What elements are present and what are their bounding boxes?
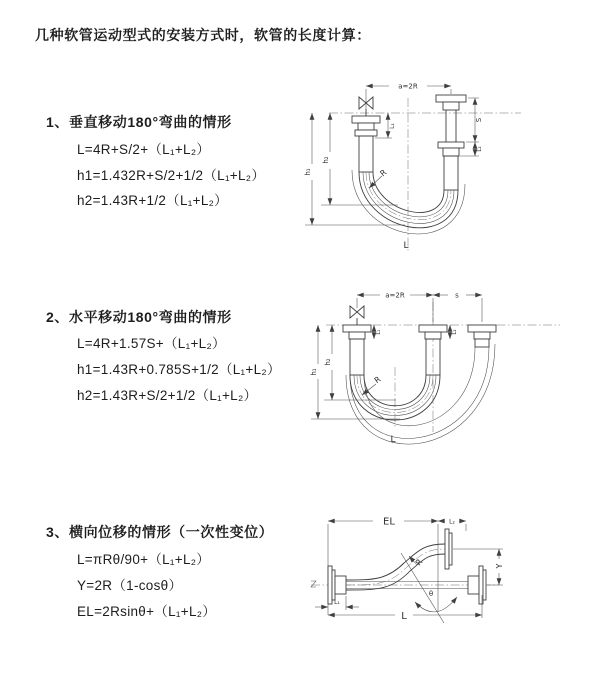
section-3-formula-Y: Y=2R（1-cosθ）	[77, 578, 183, 593]
left-fitting	[343, 325, 371, 375]
dim-label-a2r: a=2R	[385, 291, 405, 300]
dim-a2r	[357, 292, 433, 300]
dim-label-el: EL	[383, 516, 395, 528]
dim-label-l1: L₁	[389, 123, 396, 129]
section-2-formula-h1: h1=1.43R+0.785S+1/2（L₁+L₂）	[77, 362, 281, 377]
dim-radius	[369, 168, 389, 188]
dim-label-h2: h₂	[322, 156, 330, 164]
left-fitting	[352, 116, 380, 172]
dim-label-radius: R	[378, 167, 389, 179]
valve-icon	[350, 306, 364, 325]
section-3-formula-L: L=πRθ/90+（L₁+L₂）	[77, 552, 211, 567]
dim-l1	[315, 596, 359, 610]
section-3-formula-EL: EL=2Rsinθ+（L₁+L₂）	[77, 604, 217, 619]
right-fitting	[436, 95, 466, 190]
diagram-horizontal-180-bend	[308, 282, 595, 448]
dim-label-length: L	[401, 611, 407, 622]
dim-s	[433, 292, 482, 300]
moved-position-fitting	[468, 325, 496, 347]
section-1-formula-h1: h1=1.432R+S/2+1/2（L₁+L₂）	[77, 168, 266, 183]
section-1-formula-h2: h2=1.43R+1/2（L₁+L₂）	[77, 193, 228, 208]
upper-flange	[449, 533, 452, 565]
section-3-heading: 3、横向位移的情形（一次性变位）	[46, 524, 274, 540]
dim-label-s: s	[455, 291, 459, 300]
braided-hose-section	[444, 156, 458, 190]
center-lines	[326, 302, 560, 432]
diagram-lateral-displacement	[303, 503, 595, 645]
section-1-heading: 1、垂直移动180°弯曲的情形	[46, 114, 232, 130]
dim-l1	[374, 325, 382, 339]
dim-label-length: L	[403, 241, 409, 251]
dim-label-radius: R	[372, 374, 383, 386]
section-2-heading: 2、水平移动180°弯曲的情形	[46, 309, 232, 325]
dim-label-theta: θ	[428, 590, 434, 598]
dim-length	[328, 595, 482, 622]
dim-el	[328, 517, 438, 528]
dim-label-l1: L₁	[376, 329, 382, 335]
dim-label-h1: h₁	[304, 168, 312, 176]
dim-label-h1: h₁	[310, 368, 318, 376]
braided-hose-section	[350, 339, 364, 375]
dim-l2	[450, 325, 458, 339]
hose-u-bend-current	[350, 375, 440, 420]
section-1-formula-L: L=4R+S/2+（L₁+L₂）	[77, 142, 211, 157]
braided-hose-section	[359, 136, 373, 172]
dim-label-l2: L₂	[452, 329, 458, 335]
dim-label-l1: L₁	[334, 599, 340, 606]
diagram-vertical-180-bend	[303, 72, 565, 258]
dim-l2	[438, 519, 466, 526]
page-title: 几种软管运动型式的安装方式时，软管的长度计算：	[35, 27, 371, 43]
dim-label-l2: L₂	[477, 146, 483, 152]
section-2-formula-h2: h2=1.43R+S/2+1/2（L₁+L₂）	[77, 388, 258, 403]
dim-label-s: S	[475, 117, 483, 123]
hose-u-bend	[352, 167, 465, 234]
upper-flange	[445, 529, 449, 569]
dim-s	[466, 98, 483, 142]
dim-label-length: L	[390, 435, 396, 445]
dim-label-l2: L₂	[449, 518, 455, 526]
dim-label-a2r: a=2R	[398, 82, 418, 91]
section-2-formula-L: L=4R+1.57S+（L₁+L₂）	[77, 336, 226, 351]
dim-label-radius: R	[413, 557, 425, 568]
dim-label-y: Y	[495, 563, 504, 569]
dim-label-h2: h₂	[324, 358, 332, 366]
hose-displaced-s-curve	[346, 529, 452, 590]
break-mark	[311, 581, 316, 587]
